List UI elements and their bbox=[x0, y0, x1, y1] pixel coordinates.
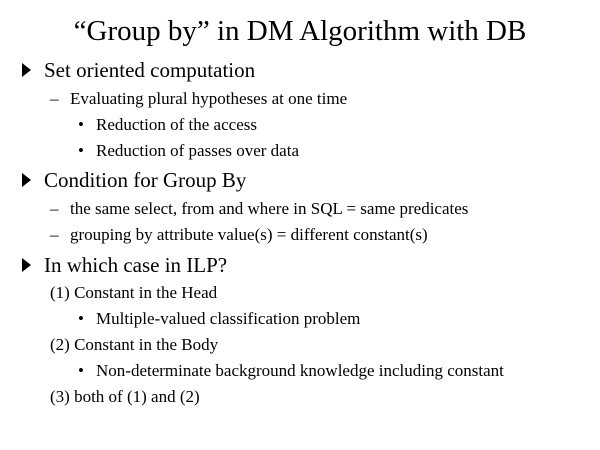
section-1-heading: Set oriented computation bbox=[44, 58, 256, 82]
item-2-2-dash: – bbox=[50, 225, 59, 244]
item-3-5-text: (3) both of (1) and (2) bbox=[50, 387, 200, 406]
section-3-heading: In which case in ILP? bbox=[44, 253, 228, 277]
item-2-1-dash: – bbox=[50, 199, 59, 218]
item-1-3-bullet: • bbox=[78, 141, 84, 160]
item-3-1-text: (1) Constant in the Head bbox=[50, 283, 218, 302]
item-3-4-bullet: • bbox=[78, 361, 84, 380]
item-3-3-text: (2) Constant in the Body bbox=[50, 335, 219, 354]
section-2-bullet-icon bbox=[22, 173, 31, 187]
section-3-bullet-icon bbox=[22, 258, 31, 272]
section-2-heading: Condition for Group By bbox=[44, 168, 247, 192]
item-3-2-text: Multiple-valued classification problem bbox=[96, 309, 361, 328]
item-2-1-text: the same select, from and where in SQL = same predicates bbox=[70, 199, 469, 218]
item-1-2-bullet: • bbox=[78, 115, 84, 134]
item-3-4-text: Non-determinate background knowledge including constant bbox=[96, 361, 504, 380]
item-1-1-text: Evaluating plural hypotheses at one time bbox=[70, 89, 348, 108]
item-2-2-text: grouping by attribute value(s) = different constant(s) bbox=[70, 225, 428, 244]
item-1-2-text: Reduction of the access bbox=[96, 115, 257, 134]
slide-title: “Group by” in DM Algorithm with DB bbox=[73, 15, 527, 47]
item-1-3-text: Reduction of passes over data bbox=[96, 141, 299, 160]
item-1-1-dash: – bbox=[50, 89, 59, 108]
section-1-bullet-icon bbox=[22, 63, 31, 77]
item-3-2-bullet: • bbox=[78, 309, 84, 328]
